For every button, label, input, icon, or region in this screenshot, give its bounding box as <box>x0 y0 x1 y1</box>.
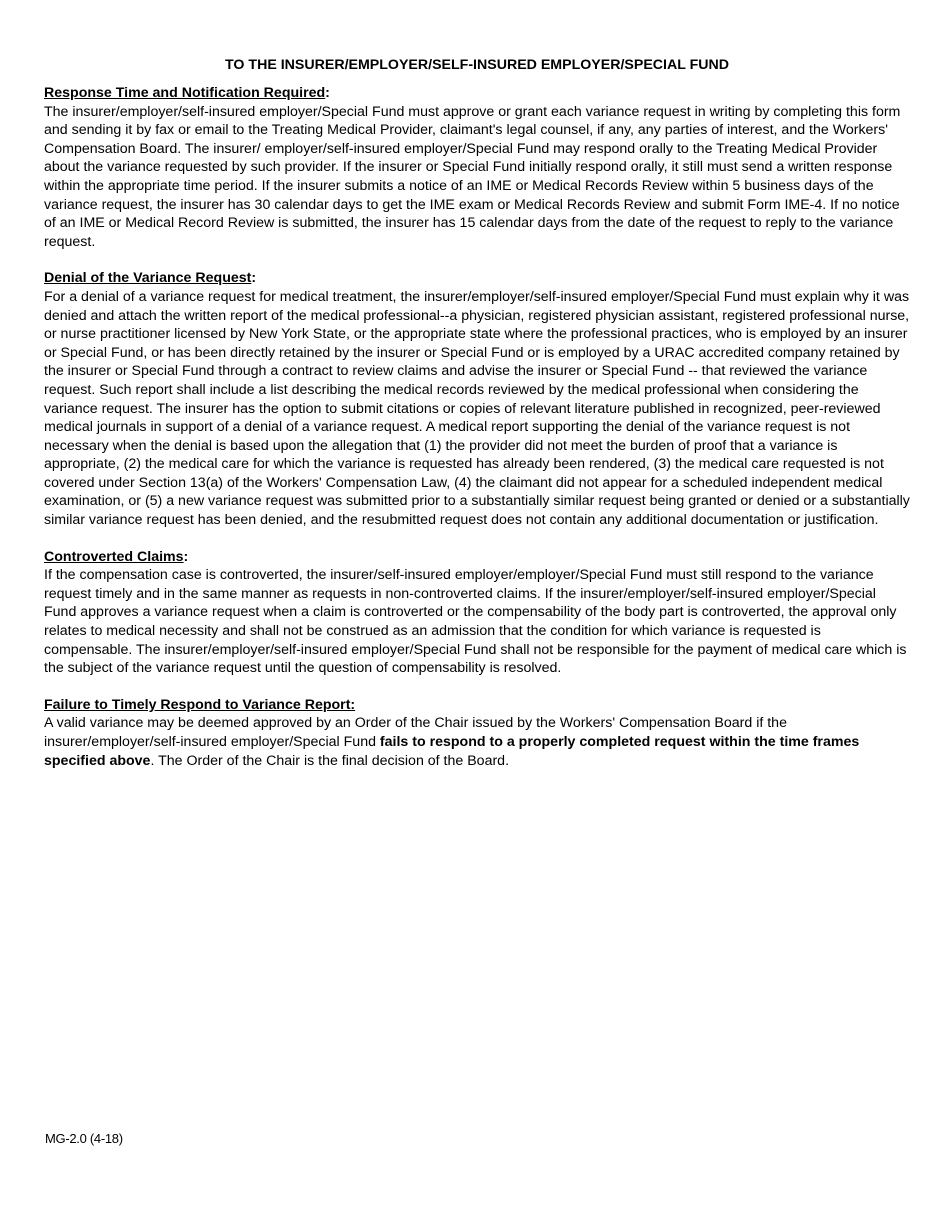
failure-text-part1: A valid variance may be deemed approved by an Order of the Chair issued by the Workers' Compensation Board if the insurer/employer/self-insured employer/Special Fund <box>44 715 787 750</box>
section-heading-failure <box>44 696 910 715</box>
section-response-time <box>44 84 910 251</box>
section-heading-colon: : <box>251 270 257 287</box>
section-body-denial: For a denial of a variance request for medical treatment, the insurer/employer/self-insured employer/Special Fund must explain why it was denied and attach the written report of the medical professional--a physician, registered physician assistant, registered professional nurse, or nurse practitioner licensed by New York State, or the appropriate state where the professional practices, who is employed by an insurer or Special Fund, or has been directly retained by the insurer or Special Fund or is employed by a URAC accredited company retained by the insurer or Special Fund through a contract to review claims and advise the insurer or Special Fund -- that reviewed the variance request. Such report shall include a list describing the medical records reviewed by the medical professional when considering the variance request. The insurer has the option to submit citations or copies of relevant literature published in recognized, peer-reviewed medical journals in support of a denial of a variance request. A medical report supporting the denial of the variance request is not necessary when the denial is based upon the allegation that (1) the provider did not meet the burden of proof that a variance is appropriate, (2) the medical care for which the variance is requested has already been rendered, (3) the medical care requested is not covered under Section 13(a) of the Workers' Compensation Law, (4) the claimant did not appear for a scheduled independent medical examination, or (5) a new variance request was submitted prior to a substantially similar request being granted or denied or a substantially similar variance request has been denied, and the resubmitted request does not contain any additional documentation or justification. <box>44 288 910 529</box>
form-id-footer: MG-2.0 (4-18) <box>45 1131 123 1146</box>
section-heading-colon: : <box>183 548 189 565</box>
section-heading-label: Controverted Claims <box>44 548 184 565</box>
section-heading-label: Failure to Timely Respond to Variance Report: <box>44 696 356 713</box>
section-body-response-time: The insurer/employer/self-insured employer/Special Fund must approve or grant each variance request in writing by completing this form and sending it by fax or email to the Treating Medical Provider, claimant's legal counsel, if any, any parties of interest, and the Workers' Compensation Board. The insurer/ employer/self-insured employer/Special Fund may respond orally to the Treating Medical Provider about the variance requested by such provider. If the insurer or Special Fund initially respond orally, it still must send a written response within the appropriate time period. If the insurer submits a notice of an IME or Medical Records Review within 5 business days of the variance request, the insurer has 30 calendar days to get the IME exam or Medical Records Review and submit Form IME-4. If no notice of an IME or Medical Record Review is submitted, the insurer has 15 calendar days from the date of the request to reply to the variance request. <box>44 103 901 250</box>
section-heading-label: Response Time and Notification Required <box>44 85 326 101</box>
section-denial <box>44 269 910 529</box>
section-heading-response-time <box>44 84 910 103</box>
section-body-controverted: If the compensation case is controverted, the insurer/self-insured employer/employer/Special Fund must still respond to the variance request timely and in the same manner as requests in non-controverted claims. If the insurer/employer/self-insured employer/Special Fund approves a variance request when a claim is controverted or the compensability of the body part is controverted, the approval only relates to medical necessity and shall not be construed as an admission that the condition for which variance is requested is compensable. The insurer/employer/self-insured employer/Special Fund shall not be responsible for the payment of medical care which is the subject of the variance request until the question of compensability is resolved. <box>44 567 907 677</box>
section-heading-colon: : <box>325 85 330 101</box>
failure-text-part2: . The Order of the Chair is the final decision of the Board. <box>150 752 510 769</box>
section-controverted <box>44 548 910 678</box>
document-page <box>44 56 910 788</box>
section-body-failure <box>44 714 910 770</box>
section-heading-label: Denial of the Variance Request <box>44 270 252 287</box>
section-heading-controverted <box>44 548 910 567</box>
failure-text-emphasis: fails to respond to a properly completed request within the time frames specified above <box>44 734 860 769</box>
page-title: TO THE INSURER/EMPLOYER/SELF-INSURED EMPLOYER/SPECIAL FUND <box>225 57 729 73</box>
section-failure <box>44 696 910 770</box>
section-heading-denial <box>44 269 910 288</box>
